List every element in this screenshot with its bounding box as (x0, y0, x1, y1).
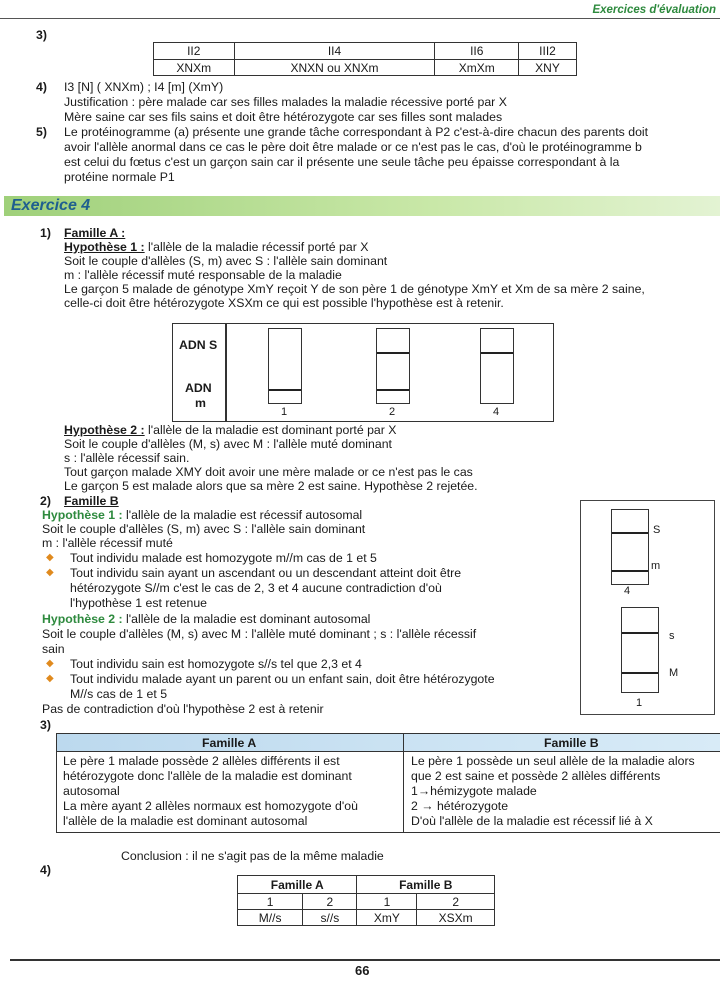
exercise-title: Exercice 4 (11, 197, 91, 214)
famB-hyp1-text: l'allèle de la maladie est récessif autosomal (122, 508, 363, 522)
individual-number: 2 (417, 894, 495, 910)
genotype-table (237, 875, 495, 926)
lane-number: 1 (281, 406, 288, 418)
lane-number: 1 (636, 697, 643, 709)
running-header: Exercices d'évaluation (592, 4, 716, 16)
famB-bullet: Tout individu sain ayant un ascendant ou un descendant atteint doit être (70, 566, 462, 580)
page-number: 66 (355, 963, 370, 978)
bullet-icon: ◆ (46, 567, 54, 578)
famA-hyp1 (64, 240, 368, 255)
famB-bullet: M//s cas de 1 et 5 (70, 687, 168, 701)
q5-line: protéine normale P1 (64, 170, 175, 184)
famA-line: Le garçon 5 est malade alors que sa mère 2 est saine. Hypothèse 2 rejetée. (64, 479, 478, 493)
famA-cell-line: Le père 1 malade possède 2 allèles différents il est (63, 754, 340, 768)
famA-hyp2-label: Hypothèse 2 : (64, 423, 145, 437)
bullet-icon: ◆ (46, 658, 54, 669)
famA-cell-line: hétérozygote donc l'allèle de la maladie est dominant (63, 769, 352, 783)
gel-band-s (377, 352, 409, 354)
famB-bullet: hétérozygote S//m c'est le cas de 2, 3 et 4 aucune contradiction d'où (70, 581, 442, 595)
table-header-band (57, 734, 720, 752)
final-conclusion: Conclusion : il ne s'agit pas de la même maladie (121, 849, 384, 863)
famB-cell-line: D'où l'allèle de la maladie est récessif lié à X (411, 814, 653, 828)
famB-line: m : l'allèle récessif muté (42, 536, 173, 550)
famB-line: Soit le couple d'allèles (S, m) avec S : l'allèle sain dominant (42, 522, 366, 536)
famA-line: m : l'allèle récessif muté responsable de la maladie (64, 268, 342, 282)
famA-header: Famille A (238, 876, 357, 894)
famA-gel-frame (172, 323, 554, 422)
famB-cell-line: Le père 1 possède un seul allèle de la maladie alors (411, 754, 695, 768)
famB-line: Soit le couple d'allèles (M, s) avec M : l'allèle muté dominant ; s : l'allèle récessif (42, 627, 477, 641)
q5-line: avoir l'allèle anormal dans ce cas le père doit être malade or ce n'est pas le cas, d'où le protéinogramme b (64, 140, 642, 154)
famB-hyp2-label: Hypothèse 2 : (42, 612, 123, 626)
famB-header: Famille B (544, 736, 599, 750)
genotype-cell: M//s (238, 910, 303, 926)
famA-hyp2-text: l'allèle de la maladie est dominant porté par X (144, 423, 397, 437)
q3-genotype-cell: XNY (519, 60, 577, 76)
famB-cell-line: 1→hémizygote malade (411, 784, 537, 798)
table-divider (403, 734, 404, 832)
q3-genotype-cell: XNXN ou XNXm (234, 60, 435, 76)
comparison-table (56, 733, 720, 833)
famA-cell-line: autosomal (63, 784, 120, 798)
q4-mother-text: Mère saine car ses fils sains et doit être hétérozygote car ses filles sont malades (64, 110, 503, 124)
famA-line: Soit le couple d'allèles (M, s) avec M : l'allèle muté dominant (64, 437, 392, 451)
famB-hyp1 (42, 508, 362, 523)
bullet-icon: ◆ (46, 673, 54, 684)
gel-allele-label: M (669, 667, 679, 679)
gel-band-m (612, 570, 648, 572)
q3-header-cell: II6 (435, 43, 519, 60)
famB-bullet: Tout individu sain est homozygote s//s tel que 2,3 et 4 (70, 657, 362, 671)
individual-number: 1 (357, 894, 417, 910)
famA-line: Le garçon 5 malade de génotype XmY reçoit Y de son père 1 de génotype XmY et Xm de sa mère 2 saine, (64, 282, 645, 296)
q3-header-cell: II4 (234, 43, 435, 60)
famA-cell-line: La mère ayant 2 allèles normaux est homozygote d'où (63, 799, 358, 813)
genotype-cell: s//s (303, 910, 357, 926)
gel-separator (225, 324, 227, 421)
bullet-icon: ◆ (46, 552, 54, 563)
famB-bullet: Tout individu malade est homozygote m//m cas de 1 et 5 (70, 551, 377, 565)
famA-hyp1-text: l'allèle de la maladie récessif porté par X (144, 240, 369, 254)
famB-gel-lane-1 (621, 607, 659, 693)
famB-conclusion: Pas de contradiction d'où l'hypothèse 2 est à retenir (42, 702, 324, 716)
q3-bottom-number: 3) (40, 718, 51, 732)
lane-number: 4 (493, 406, 500, 418)
famB-bullet: Tout individu malade ayant un parent ou un enfant sain, doit être hétérozygote (70, 672, 495, 686)
q4-genotypes: I3 [N] ( XNXm) ; I4 [m] (XmY) (64, 80, 224, 94)
q3-genotype-cell: XmXm (435, 60, 519, 76)
q3-header-cell: II2 (154, 43, 235, 60)
q3-header-cell: III2 (519, 43, 577, 60)
famB-header: Famille B (357, 876, 495, 894)
famB-cell-line: que 2 est saine et possède 2 allèles différents (411, 769, 661, 783)
lane-number: 2 (389, 406, 396, 418)
q5-line: est celui du fœtus c'est un garçon sain car il présente une seule tâche peu épaisse correspondant à la (64, 155, 620, 169)
q3-genotype-cell: XNXm (154, 60, 235, 76)
famB-hyp1-label: Hypothèse 1 : (42, 508, 123, 522)
famA-number: 1) (40, 226, 51, 240)
famA-line: celle-ci doit être hétérozygote XSXm ce qui est possible l'hypothèse est à retenir. (64, 296, 504, 310)
q4-bottom-number: 4) (40, 863, 51, 877)
genotype-cell: XmY (357, 910, 417, 926)
q3-top-number: 3) (36, 28, 47, 42)
famA-hyp1-label: Hypothèse 1 : (64, 240, 145, 254)
gel-lane-4 (480, 328, 514, 404)
gel-label-adn-m: ADN (185, 381, 212, 395)
gel-band-s (612, 532, 648, 534)
gel-band-m (622, 672, 658, 674)
famA-line: s : l'allèle récessif sain. (64, 451, 190, 465)
famB-line: sain (42, 642, 65, 656)
gel-band-s (481, 352, 513, 354)
footer-rule (10, 959, 720, 961)
gel-lane-1 (268, 328, 302, 404)
q5-line: Le protéinogramme (a) présente une grande tâche correspondant à P2 c'est-à-dire chacun des parents doit (64, 125, 649, 139)
gel-lane-2 (376, 328, 410, 404)
famB-gel-lane-4 (611, 509, 649, 585)
famB-hyp2 (42, 612, 370, 627)
famB-cell-line: 2 → hétérozygote (411, 799, 509, 813)
famB-number: 2) (40, 494, 51, 508)
famA-line: Soit le couple d'allèles (S, m) avec S : l'allèle sain dominant (64, 254, 388, 268)
gel-band-m (377, 389, 409, 391)
individual-number: 2 (303, 894, 357, 910)
gel-label-adn-s: ADN S (179, 338, 218, 352)
gel-allele-label: m (651, 560, 661, 572)
q3-top-table (153, 42, 577, 76)
gel-allele-label: s (669, 630, 675, 642)
q5-top-number: 5) (36, 125, 47, 139)
famA-cell-line: l'allèle de la maladie est dominant autosomal (63, 814, 308, 828)
q4-top-number: 4) (36, 80, 47, 94)
gel-allele-label: S (653, 524, 661, 536)
header-rule (0, 18, 720, 19)
famB-hyp2-text: l'allèle de la maladie est dominant autosomal (122, 612, 371, 626)
famA-line: Tout garçon malade XMY doit avoir une mère malade or ce n'est pas le cas (64, 465, 473, 479)
famA-title: Famille A : (64, 226, 126, 240)
famB-title: Famille B (64, 494, 119, 508)
famA-hyp2 (64, 423, 397, 438)
gel-band-s (622, 632, 658, 634)
famB-bullet: l'hypothèse 1 est retenue (70, 596, 208, 610)
exercise-banner (4, 196, 720, 216)
famA-header: Famille A (202, 736, 257, 750)
famB-gel-frame (580, 500, 715, 715)
lane-number: 4 (624, 585, 631, 597)
genotype-cell: XSXm (417, 910, 495, 926)
gel-band-m (269, 389, 301, 391)
individual-number: 1 (238, 894, 303, 910)
q4-justification: Justification : père malade car ses filles malades la maladie récessive porté par X (64, 95, 507, 109)
gel-label-adn-m2: m (195, 396, 206, 410)
